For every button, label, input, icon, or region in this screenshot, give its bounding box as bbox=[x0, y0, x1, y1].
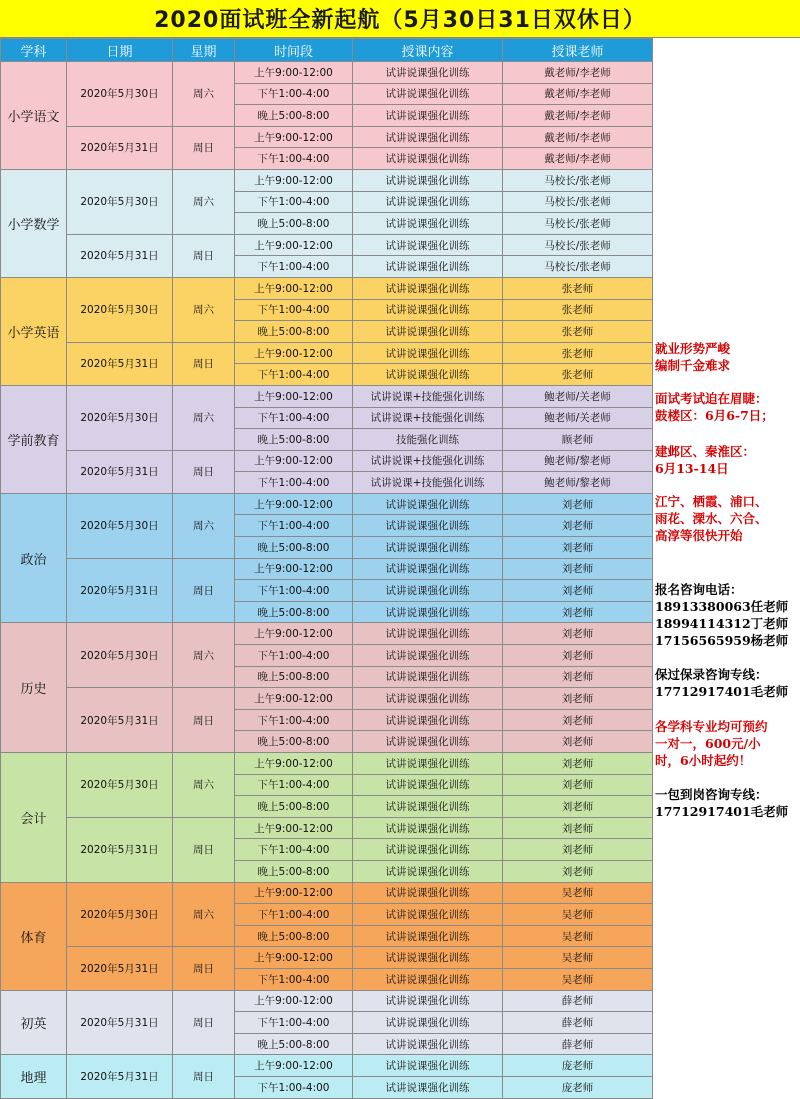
time-cell: 下午1:00-4:00 bbox=[235, 1012, 353, 1034]
teacher-cell: 戴老师/李老师 bbox=[503, 148, 653, 170]
time-cell: 上午9:00-12:00 bbox=[235, 277, 353, 299]
notice-exam-jianye bbox=[655, 443, 800, 477]
table-row bbox=[1, 277, 653, 299]
content-cell: 试讲说课强化训练 bbox=[353, 623, 503, 645]
time-cell: 上午9:00-12:00 bbox=[235, 990, 353, 1012]
weekday-cell: 周六 bbox=[173, 623, 235, 688]
contact-line: 保过保录咨询专线： bbox=[655, 667, 768, 682]
content-cell: 试讲说课强化训练 bbox=[353, 62, 503, 84]
content-cell: 试讲说课强化训练 bbox=[353, 537, 503, 559]
subject-cell: 历史 bbox=[1, 623, 67, 753]
time-cell: 下午1:00-4:00 bbox=[235, 472, 353, 494]
teacher-cell: 刘老师 bbox=[503, 580, 653, 602]
date-cell: 2020年5月31日 bbox=[67, 817, 173, 882]
teacher-cell: 刘老师 bbox=[503, 666, 653, 688]
teacher-cell: 刘老师 bbox=[503, 645, 653, 667]
time-cell: 上午9:00-12:00 bbox=[235, 623, 353, 645]
time-cell: 下午1:00-4:00 bbox=[235, 191, 353, 213]
teacher-cell: 吴老师 bbox=[503, 882, 653, 904]
notice-line: 鼓楼区：6月6-7日； bbox=[655, 408, 774, 423]
date-cell: 2020年5月30日 bbox=[67, 62, 173, 127]
time-cell: 上午9:00-12:00 bbox=[235, 342, 353, 364]
content-cell: 试讲说课强化训练 bbox=[353, 731, 503, 753]
weekday-cell: 周六 bbox=[173, 169, 235, 234]
notice-line: 雨花、溧水、六合、 bbox=[655, 511, 768, 526]
weekday-cell: 周日 bbox=[173, 817, 235, 882]
content-cell: 技能强化训练 bbox=[353, 429, 503, 451]
content-cell: 试讲说课强化训练 bbox=[353, 342, 503, 364]
weekday-cell: 周六 bbox=[173, 493, 235, 558]
weekday-cell: 周日 bbox=[173, 1055, 235, 1098]
schedule-table bbox=[0, 38, 653, 1099]
time-cell: 上午9:00-12:00 bbox=[235, 126, 353, 148]
weekday-cell: 周日 bbox=[173, 688, 235, 753]
content-cell: 试讲说课强化训练 bbox=[353, 904, 503, 926]
content-cell: 试讲说课强化训练 bbox=[353, 817, 503, 839]
notice-exam-others bbox=[655, 493, 800, 544]
table-row bbox=[1, 688, 653, 710]
header-weekday: 星期 bbox=[173, 39, 235, 62]
contact-guarantee bbox=[655, 666, 800, 700]
date-cell: 2020年5月30日 bbox=[67, 385, 173, 450]
date-cell: 2020年5月30日 bbox=[67, 277, 173, 342]
content-cell: 试讲说课+技能强化训练 bbox=[353, 450, 503, 472]
content-cell: 试讲说课强化训练 bbox=[353, 580, 503, 602]
teacher-cell: 顾老师 bbox=[503, 429, 653, 451]
date-cell: 2020年5月30日 bbox=[67, 753, 173, 818]
teacher-cell: 吴老师 bbox=[503, 925, 653, 947]
content-cell: 试讲说课强化训练 bbox=[353, 515, 503, 537]
header-subject: 学科 bbox=[1, 39, 67, 62]
content-cell: 试讲说课强化训练 bbox=[353, 666, 503, 688]
content-cell: 试讲说课强化训练 bbox=[353, 148, 503, 170]
teacher-cell: 马校长/张老师 bbox=[503, 213, 653, 235]
weekday-cell: 周日 bbox=[173, 558, 235, 623]
content-cell: 试讲说课强化训练 bbox=[353, 968, 503, 990]
table-row bbox=[1, 385, 653, 407]
date-cell: 2020年5月30日 bbox=[67, 169, 173, 234]
teacher-cell: 鲍老师/关老师 bbox=[503, 407, 653, 429]
teacher-cell: 张老师 bbox=[503, 299, 653, 321]
content-cell: 试讲说课强化训练 bbox=[353, 493, 503, 515]
subject-cell: 小学数学 bbox=[1, 169, 67, 277]
content-cell: 试讲说课强化训练 bbox=[353, 882, 503, 904]
time-cell: 下午1:00-4:00 bbox=[235, 968, 353, 990]
teacher-cell: 吴老师 bbox=[503, 968, 653, 990]
weekday-cell: 周日 bbox=[173, 947, 235, 990]
time-cell: 晚上5:00-8:00 bbox=[235, 731, 353, 753]
header-teacher: 授课老师 bbox=[503, 39, 653, 62]
content-cell: 试讲说课强化训练 bbox=[353, 688, 503, 710]
table-row bbox=[1, 990, 653, 1012]
time-cell: 下午1:00-4:00 bbox=[235, 364, 353, 386]
subject-cell: 体育 bbox=[1, 882, 67, 990]
table-row bbox=[1, 623, 653, 645]
weekday-cell: 周日 bbox=[173, 450, 235, 493]
time-cell: 晚上5:00-8:00 bbox=[235, 925, 353, 947]
weekday-cell: 周六 bbox=[173, 277, 235, 342]
content-cell: 试讲说课强化训练 bbox=[353, 364, 503, 386]
teacher-cell: 张老师 bbox=[503, 364, 653, 386]
content-cell: 试讲说课强化训练 bbox=[353, 1076, 503, 1098]
content-cell: 试讲说课强化训练 bbox=[353, 83, 503, 105]
subject-cell: 初英 bbox=[1, 990, 67, 1055]
time-cell: 下午1:00-4:00 bbox=[235, 839, 353, 861]
time-cell: 上午9:00-12:00 bbox=[235, 385, 353, 407]
time-cell: 晚上5:00-8:00 bbox=[235, 796, 353, 818]
time-cell: 上午9:00-12:00 bbox=[235, 62, 353, 84]
time-cell: 上午9:00-12:00 bbox=[235, 234, 353, 256]
content-cell: 试讲说课强化训练 bbox=[353, 1033, 503, 1055]
notice-line: 江宁、栖霞、浦口、 bbox=[655, 494, 768, 509]
notice-line: 面试考试迫在眉睫： bbox=[655, 391, 768, 406]
subject-cell: 政治 bbox=[1, 493, 67, 623]
date-cell: 2020年5月31日 bbox=[67, 450, 173, 493]
content-cell: 试讲说课强化训练 bbox=[353, 753, 503, 775]
time-cell: 下午1:00-4:00 bbox=[235, 407, 353, 429]
table-header-row bbox=[1, 39, 653, 62]
table-row bbox=[1, 169, 653, 191]
table-row bbox=[1, 947, 653, 969]
time-cell: 上午9:00-12:00 bbox=[235, 882, 353, 904]
contact-enrollment bbox=[655, 581, 800, 649]
time-cell: 上午9:00-12:00 bbox=[235, 558, 353, 580]
teacher-cell: 薛老师 bbox=[503, 1012, 653, 1034]
date-cell: 2020年5月31日 bbox=[67, 688, 173, 753]
time-cell: 上午9:00-12:00 bbox=[235, 753, 353, 775]
teacher-cell: 薛老师 bbox=[503, 1033, 653, 1055]
time-cell: 上午9:00-12:00 bbox=[235, 947, 353, 969]
content-cell: 试讲说课强化训练 bbox=[353, 321, 503, 343]
date-cell: 2020年5月30日 bbox=[67, 493, 173, 558]
teacher-cell: 刘老师 bbox=[503, 860, 653, 882]
date-cell: 2020年5月31日 bbox=[67, 990, 173, 1055]
teacher-cell: 吴老师 bbox=[503, 947, 653, 969]
teacher-cell: 马校长/张老师 bbox=[503, 256, 653, 278]
contact-line: 18994114312丁老师 bbox=[655, 616, 789, 631]
content-cell: 试讲说课强化训练 bbox=[353, 1055, 503, 1077]
time-cell: 上午9:00-12:00 bbox=[235, 817, 353, 839]
teacher-cell: 刘老师 bbox=[503, 623, 653, 645]
notice-line: 一对一，600元/小 bbox=[655, 736, 761, 751]
notice-line: 6月13-14日 bbox=[655, 461, 729, 476]
notice-line: 高淳等很快开始 bbox=[655, 528, 743, 543]
teacher-cell: 张老师 bbox=[503, 277, 653, 299]
time-cell: 晚上5:00-8:00 bbox=[235, 666, 353, 688]
weekday-cell: 周六 bbox=[173, 753, 235, 818]
teacher-cell: 刘老师 bbox=[503, 601, 653, 623]
time-cell: 晚上5:00-8:00 bbox=[235, 429, 353, 451]
schedule-body bbox=[1, 62, 653, 1099]
content-cell: 试讲说课强化训练 bbox=[353, 105, 503, 127]
teacher-cell: 刘老师 bbox=[503, 558, 653, 580]
time-cell: 下午1:00-4:00 bbox=[235, 148, 353, 170]
header-date: 日期 bbox=[67, 39, 173, 62]
table-row bbox=[1, 234, 653, 256]
weekday-cell: 周日 bbox=[173, 342, 235, 385]
teacher-cell: 戴老师/李老师 bbox=[503, 62, 653, 84]
teacher-cell: 薛老师 bbox=[503, 990, 653, 1012]
table-row bbox=[1, 493, 653, 515]
time-cell: 下午1:00-4:00 bbox=[235, 1076, 353, 1098]
notice-exam-gulou bbox=[655, 390, 800, 424]
weekday-cell: 周日 bbox=[173, 990, 235, 1055]
teacher-cell: 刘老师 bbox=[503, 753, 653, 775]
content-cell: 试讲说课强化训练 bbox=[353, 839, 503, 861]
date-cell: 2020年5月31日 bbox=[67, 126, 173, 169]
content-cell: 试讲说课强化训练 bbox=[353, 256, 503, 278]
content-cell: 试讲说课强化训练 bbox=[353, 1012, 503, 1034]
content-cell: 试讲说课强化训练 bbox=[353, 860, 503, 882]
subject-cell: 学前教育 bbox=[1, 385, 67, 493]
header-content: 授课内容 bbox=[353, 39, 503, 62]
teacher-cell: 刘老师 bbox=[503, 731, 653, 753]
notice-line: 各学科专业均可预约 bbox=[655, 719, 768, 734]
contact-line: 18913380063任老师 bbox=[655, 599, 789, 614]
time-cell: 下午1:00-4:00 bbox=[235, 709, 353, 731]
table-row bbox=[1, 558, 653, 580]
table-row bbox=[1, 882, 653, 904]
date-cell: 2020年5月31日 bbox=[67, 234, 173, 277]
time-cell: 晚上5:00-8:00 bbox=[235, 213, 353, 235]
time-cell: 晚上5:00-8:00 bbox=[235, 601, 353, 623]
weekday-cell: 周日 bbox=[173, 126, 235, 169]
content-cell: 试讲说课+技能强化训练 bbox=[353, 472, 503, 494]
time-cell: 下午1:00-4:00 bbox=[235, 256, 353, 278]
time-cell: 晚上5:00-8:00 bbox=[235, 1033, 353, 1055]
weekday-cell: 周六 bbox=[173, 882, 235, 947]
content-cell: 试讲说课强化训练 bbox=[353, 191, 503, 213]
time-cell: 晚上5:00-8:00 bbox=[235, 321, 353, 343]
time-cell: 晚上5:00-8:00 bbox=[235, 105, 353, 127]
contact-package bbox=[655, 786, 800, 820]
contact-line: 报名咨询电话： bbox=[655, 582, 743, 597]
subject-cell: 地理 bbox=[1, 1055, 67, 1098]
date-cell: 2020年5月30日 bbox=[67, 623, 173, 688]
teacher-cell: 鲍老师/黎老师 bbox=[503, 472, 653, 494]
teacher-cell: 吴老师 bbox=[503, 904, 653, 926]
notice-one-on-one bbox=[655, 718, 800, 769]
date-cell: 2020年5月31日 bbox=[67, 1055, 173, 1098]
content-cell: 试讲说课强化训练 bbox=[353, 947, 503, 969]
content-cell: 试讲说课强化训练 bbox=[353, 213, 503, 235]
notice-line: 编制千金难求 bbox=[655, 358, 731, 373]
time-cell: 下午1:00-4:00 bbox=[235, 580, 353, 602]
content-cell: 试讲说课强化训练 bbox=[353, 796, 503, 818]
teacher-cell: 鲍老师/黎老师 bbox=[503, 450, 653, 472]
teacher-cell: 戴老师/李老师 bbox=[503, 83, 653, 105]
content-cell: 试讲说课强化训练 bbox=[353, 234, 503, 256]
poster-title: 2020面试班全新起航（5月30日31日双休日） bbox=[0, 0, 800, 38]
sidebar-notes bbox=[652, 38, 800, 1098]
table-row bbox=[1, 342, 653, 364]
teacher-cell: 戴老师/李老师 bbox=[503, 105, 653, 127]
table-row bbox=[1, 62, 653, 84]
time-cell: 上午9:00-12:00 bbox=[235, 493, 353, 515]
time-cell: 下午1:00-4:00 bbox=[235, 904, 353, 926]
notice-employment bbox=[655, 340, 800, 374]
time-cell: 上午9:00-12:00 bbox=[235, 688, 353, 710]
header-time: 时间段 bbox=[235, 39, 353, 62]
teacher-cell: 马校长/张老师 bbox=[503, 191, 653, 213]
table-row bbox=[1, 1055, 653, 1077]
time-cell: 下午1:00-4:00 bbox=[235, 299, 353, 321]
content-cell: 试讲说课强化训练 bbox=[353, 709, 503, 731]
weekday-cell: 周日 bbox=[173, 234, 235, 277]
subject-cell: 小学英语 bbox=[1, 277, 67, 385]
content-cell: 试讲说课强化训练 bbox=[353, 774, 503, 796]
time-cell: 晚上5:00-8:00 bbox=[235, 860, 353, 882]
teacher-cell: 刘老师 bbox=[503, 839, 653, 861]
table-row bbox=[1, 817, 653, 839]
content-cell: 试讲说课+技能强化训练 bbox=[353, 385, 503, 407]
teacher-cell: 刘老师 bbox=[503, 774, 653, 796]
date-cell: 2020年5月31日 bbox=[67, 342, 173, 385]
contact-line: 17156565959杨老师 bbox=[655, 633, 789, 648]
subject-cell: 会计 bbox=[1, 753, 67, 883]
teacher-cell: 刘老师 bbox=[503, 709, 653, 731]
time-cell: 下午1:00-4:00 bbox=[235, 515, 353, 537]
teacher-cell: 马校长/张老师 bbox=[503, 169, 653, 191]
weekday-cell: 周六 bbox=[173, 62, 235, 127]
teacher-cell: 刘老师 bbox=[503, 817, 653, 839]
content-cell: 试讲说课强化训练 bbox=[353, 299, 503, 321]
time-cell: 下午1:00-4:00 bbox=[235, 774, 353, 796]
date-cell: 2020年5月30日 bbox=[67, 882, 173, 947]
teacher-cell: 庞老师 bbox=[503, 1055, 653, 1077]
notice-line: 建邺区、秦淮区： bbox=[655, 444, 756, 459]
time-cell: 上午9:00-12:00 bbox=[235, 450, 353, 472]
content-cell: 试讲说课强化训练 bbox=[353, 601, 503, 623]
date-cell: 2020年5月31日 bbox=[67, 558, 173, 623]
teacher-cell: 张老师 bbox=[503, 321, 653, 343]
teacher-cell: 刘老师 bbox=[503, 688, 653, 710]
contact-line: 17712917401毛老师 bbox=[655, 684, 789, 699]
table-row bbox=[1, 126, 653, 148]
time-cell: 晚上5:00-8:00 bbox=[235, 537, 353, 559]
table-row bbox=[1, 753, 653, 775]
teacher-cell: 刘老师 bbox=[503, 515, 653, 537]
table-row bbox=[1, 450, 653, 472]
content-cell: 试讲说课强化训练 bbox=[353, 169, 503, 191]
teacher-cell: 刘老师 bbox=[503, 537, 653, 559]
teacher-cell: 庞老师 bbox=[503, 1076, 653, 1098]
content-cell: 试讲说课强化训练 bbox=[353, 925, 503, 947]
content-cell: 试讲说课强化训练 bbox=[353, 277, 503, 299]
content-cell: 试讲说课强化训练 bbox=[353, 990, 503, 1012]
time-cell: 上午9:00-12:00 bbox=[235, 169, 353, 191]
contact-line: 17712917401毛老师 bbox=[655, 804, 789, 819]
contact-line: 一包到岗咨询专线： bbox=[655, 787, 768, 802]
content-cell: 试讲说课+技能强化训练 bbox=[353, 407, 503, 429]
notice-line: 时，6小时起约！ bbox=[655, 753, 752, 768]
time-cell: 下午1:00-4:00 bbox=[235, 83, 353, 105]
time-cell: 下午1:00-4:00 bbox=[235, 645, 353, 667]
time-cell: 上午9:00-12:00 bbox=[235, 1055, 353, 1077]
date-cell: 2020年5月31日 bbox=[67, 947, 173, 990]
weekday-cell: 周六 bbox=[173, 385, 235, 450]
teacher-cell: 刘老师 bbox=[503, 493, 653, 515]
teacher-cell: 鲍老师/关老师 bbox=[503, 385, 653, 407]
teacher-cell: 戴老师/李老师 bbox=[503, 126, 653, 148]
notice-line: 就业形势严峻 bbox=[655, 341, 731, 356]
content-cell: 试讲说课强化训练 bbox=[353, 126, 503, 148]
content-cell: 试讲说课强化训练 bbox=[353, 558, 503, 580]
teacher-cell: 刘老师 bbox=[503, 796, 653, 818]
teacher-cell: 马校长/张老师 bbox=[503, 234, 653, 256]
content-cell: 试讲说课强化训练 bbox=[353, 645, 503, 667]
subject-cell: 小学语文 bbox=[1, 62, 67, 170]
teacher-cell: 张老师 bbox=[503, 342, 653, 364]
